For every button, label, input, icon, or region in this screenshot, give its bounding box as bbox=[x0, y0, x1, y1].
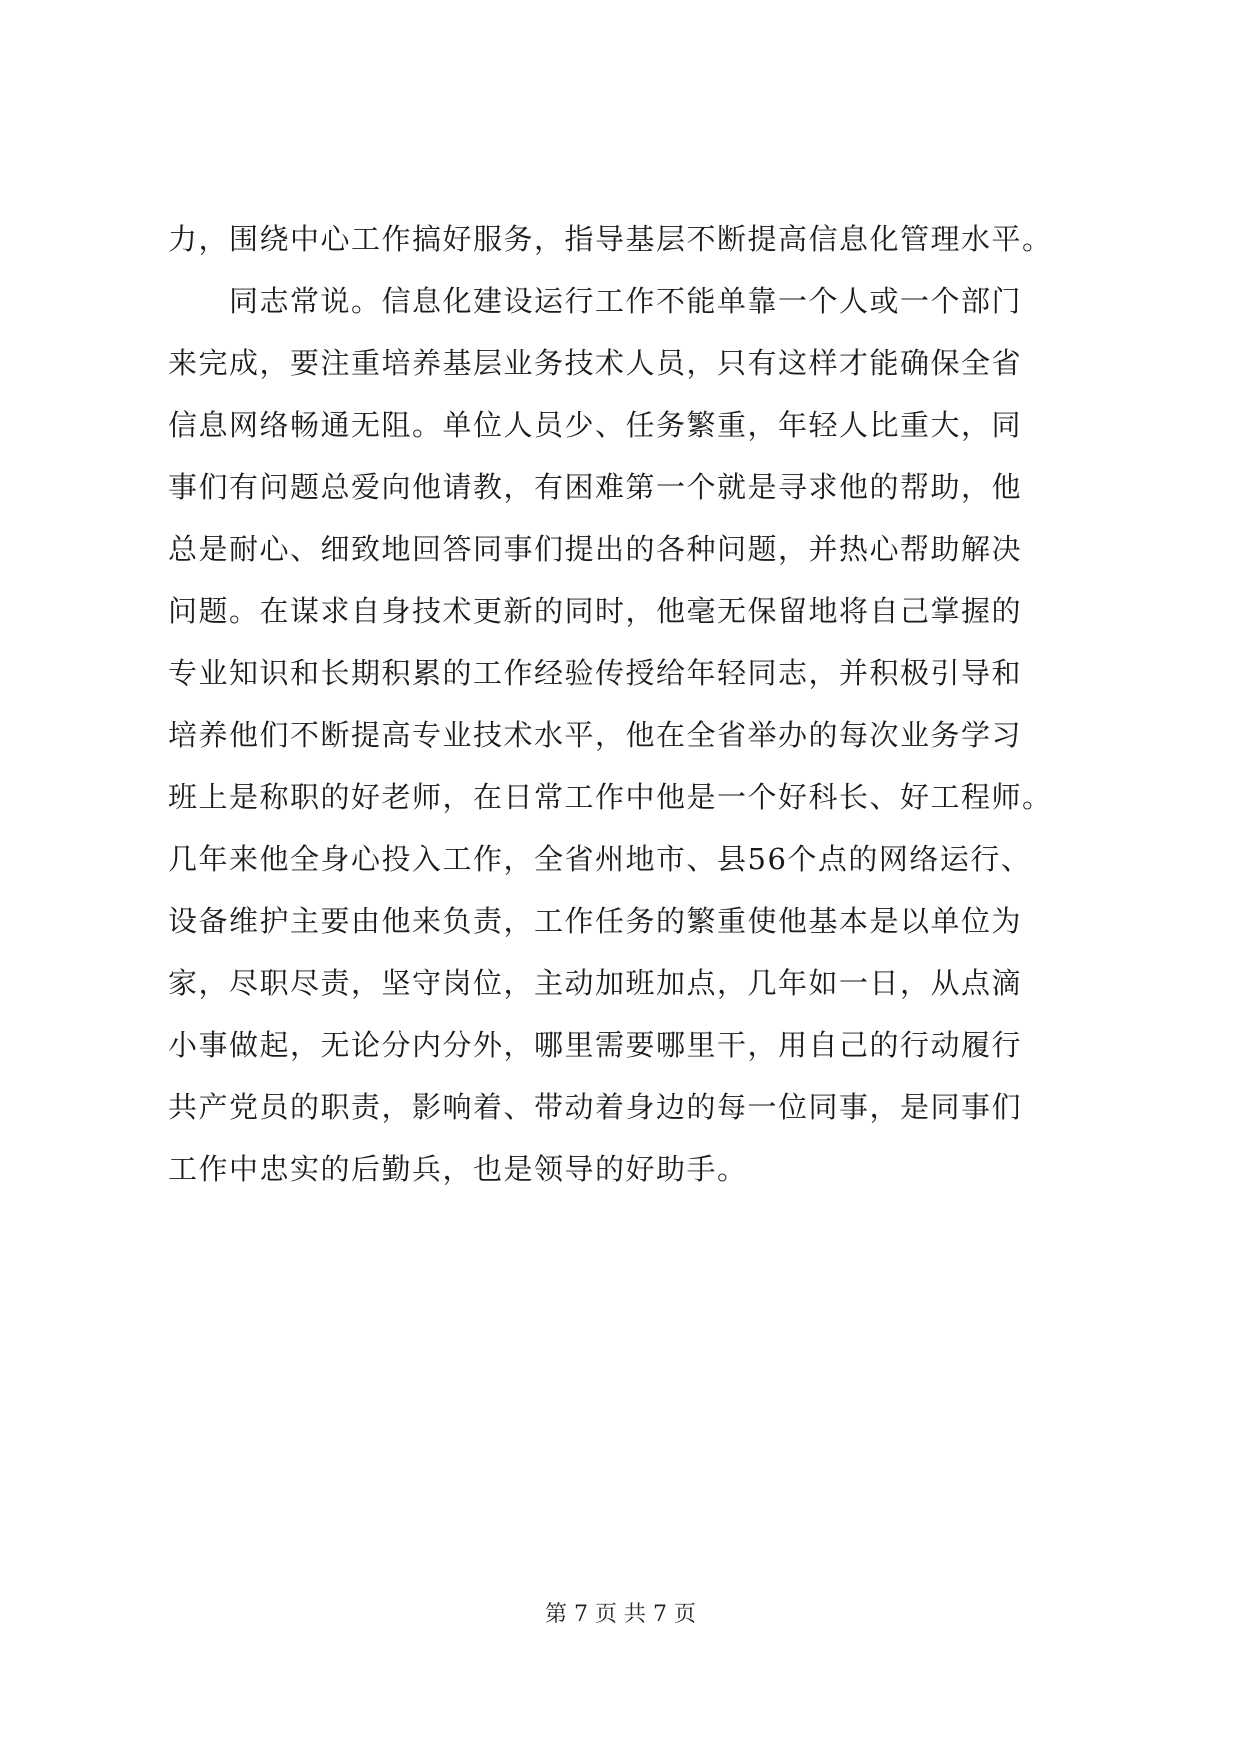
text-line: 事们有问题总爱向他请教，有困难第一个就是寻求他的帮助，他 bbox=[168, 470, 1023, 504]
text-line: 来完成，要注重培养基层业务技术人员，只有这样才能确保全省 bbox=[168, 346, 1023, 380]
page-number: 第 7 页 共 7 页 bbox=[545, 1602, 696, 1627]
page-footer bbox=[0, 1600, 1241, 1630]
text-line: 同志常说。信息化建设运行工作不能单靠一个人或一个部门 bbox=[168, 284, 1023, 318]
text-line: 专业知识和长期积累的工作经验传授给年轻同志，并积极引导和 bbox=[168, 656, 1023, 690]
text-line: 力，围绕中心工作搞好服务，指导基层不断提高信息化管理水平。 bbox=[168, 222, 1053, 256]
text-line: 班上是称职的好老师，在日常工作中他是一个好科长、好工程师。 bbox=[168, 780, 1053, 814]
text-line: 几年来他全身心投入工作，全省州地市、县56个点的网络运行、 bbox=[168, 842, 1032, 876]
text-line: 设备维护主要由他来负责，工作任务的繁重使他基本是以单位为 bbox=[168, 904, 1023, 938]
text-line: 培养他们不断提高专业技术水平，他在全省举办的每次业务学习 bbox=[168, 718, 1023, 752]
text-line: 工作中忠实的后勤兵，也是领导的好助手。 bbox=[168, 1152, 748, 1186]
text-line: 家，尽职尽责，坚守岗位，主动加班加点，几年如一日，从点滴 bbox=[168, 966, 1023, 1000]
text-line: 问题。在谋求自身技术更新的同时，他毫无保留地将自己掌握的 bbox=[168, 594, 1023, 628]
text-line: 小事做起，无论分内分外，哪里需要哪里干，用自己的行动履行 bbox=[168, 1028, 1023, 1062]
body-text bbox=[168, 208, 1088, 1200]
text-line: 总是耐心、细致地回答同事们提出的各种问题，并热心帮助解决 bbox=[168, 532, 1023, 566]
text-line: 信息网络畅通无阻。单位人员少、任务繁重，年轻人比重大，同 bbox=[168, 408, 1023, 442]
text-line: 共产党员的职责，影响着、带动着身边的每一位同事，是同事们 bbox=[168, 1090, 1023, 1124]
